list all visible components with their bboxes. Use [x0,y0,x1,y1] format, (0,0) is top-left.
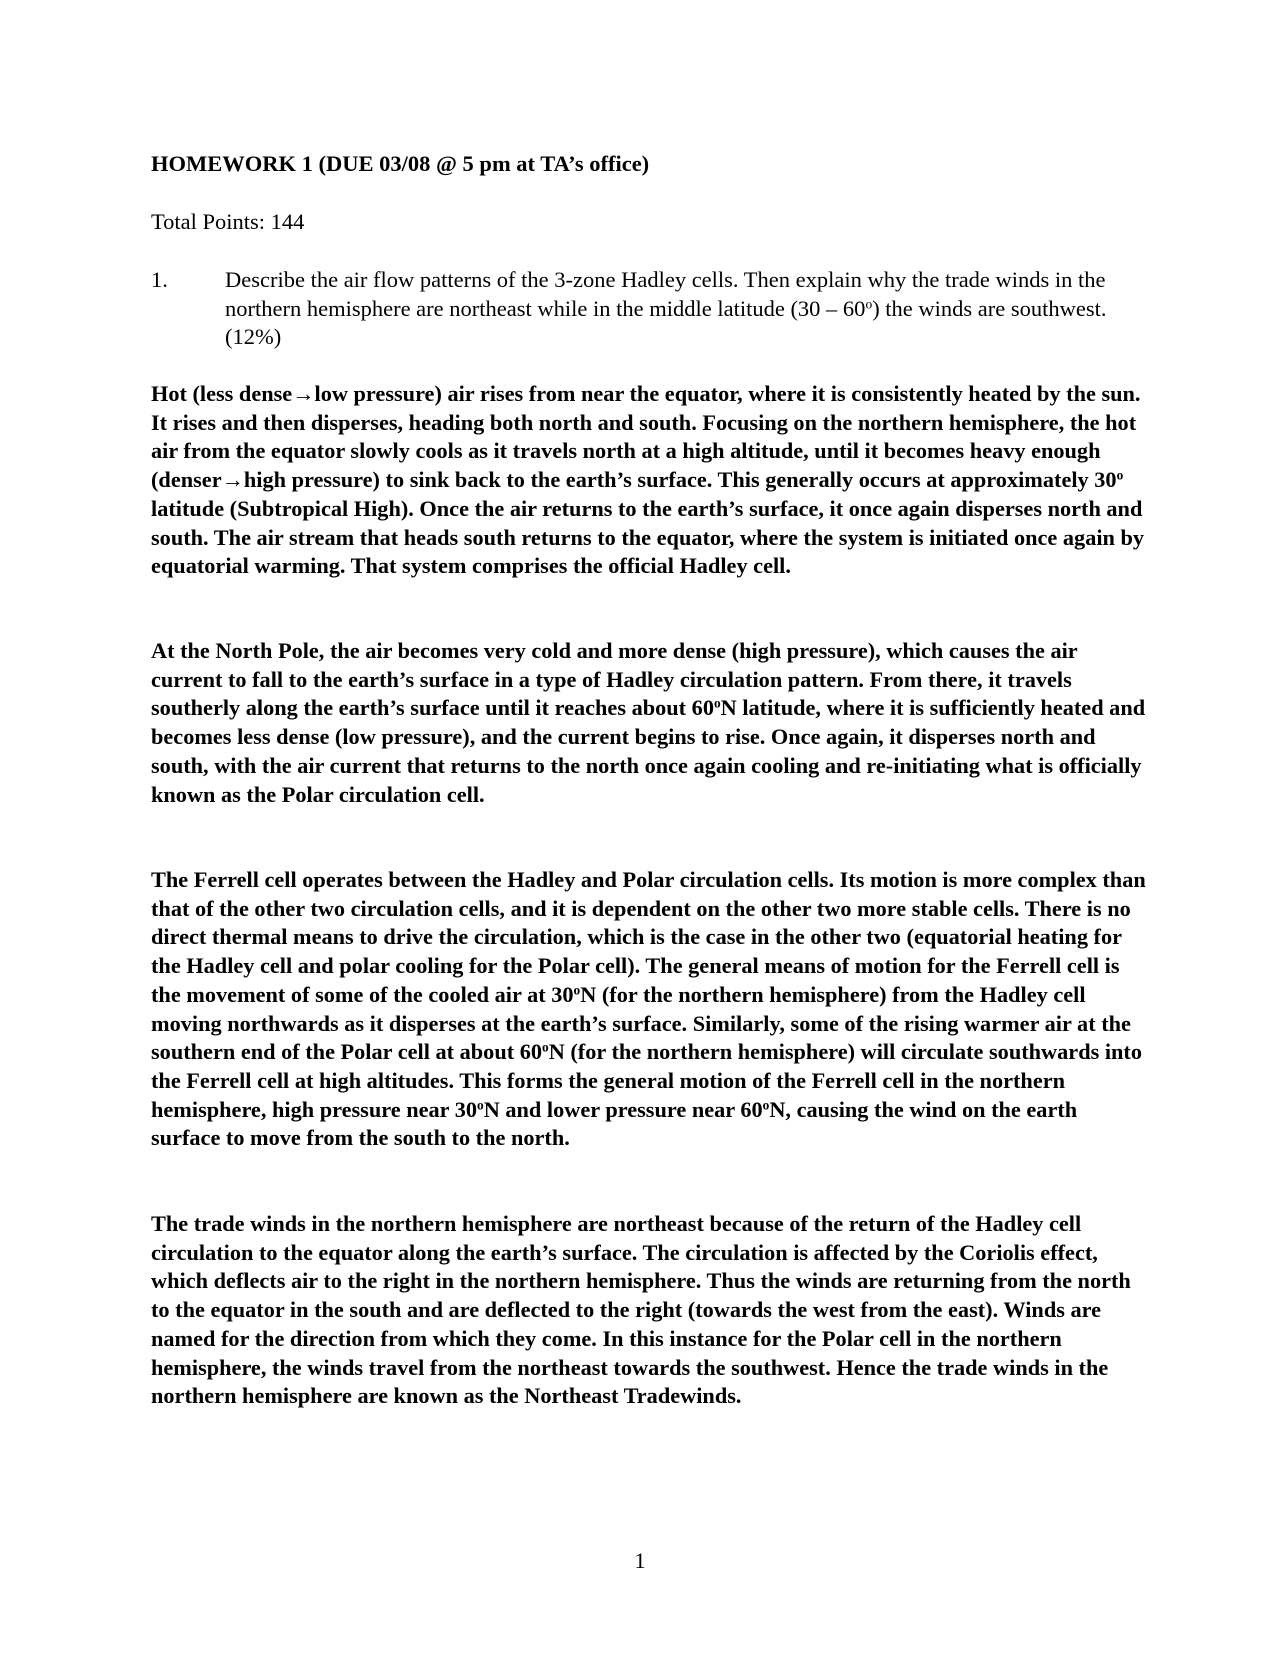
question-number: 1. [151,267,168,292]
page-number: 1 [634,1548,646,1573]
answer-paragraph-tradewinds: The trade winds in the northern hemisphere are northeast because of the return of the Hadley cell circulation to the equator along the earth’s surface. The circulation is affected by the Coriolis effect, which deflects air to the right in the northern hemisphere. Thus the winds are returning from the north to the equator in the south and are deflected to the right (towards the west from the east). Winds are named for the direction from which they come. In this instance for the Polar cell in the northern hemisphere, the winds travel from the northeast towards the southwest. Hence the trade winds in the northern hemisphere are known as the Northeast Tradewinds. [151,1211,1131,1409]
homework-title: HOMEWORK 1 (DUE 03/08 @ 5 pm at TA’s office) [151,151,650,176]
answer-paragraph-hadley: Hot (less dense→low pressure) air rises from near the equator, where it is consistently heated by the sun. It rises and then disperses, heading both north and south. Focusing on the northern hemisphere, the hot air from the equator slowly cools as it travels north at a high altitude, until it becomes heavy enough (denser→high pressure) to sink back to the earth’s surface. This generally occurs at approximately 30$^o$ latitude (Subtropical High). Once the air returns to the earth’s surface, it once again disperses north and south. The air stream that heads south returns to the equator, where the system is initiated once again by equatorial warming. That system comprises the official Hadley cell. [151,381,1145,579]
answer-paragraph-polar: At the North Pole, the air becomes very cold and more dense (high pressure), which causes the air current to fall to the earth’s surface in a type of Hadley circulation pattern. From there, it travels southerly along the earth’s surface until it reaches about 60$^o$N latitude, where it is sufficiently heated and becomes less dense (low pressure), and the current begins to rise. Once again, it disperses north and south, with the air current that returns to the north once again cooling and re-initiating what is officially known as the Polar circulation cell. [151,638,1146,807]
question-1 [151,266,1136,352]
total-points: Total Points: 144 [151,209,305,234]
answer-paragraph-ferrell: The Ferrell cell operates between the Hadley and Polar circulation cells. Its motion is more complex than that of the other two circulation cells, and it is dependent on the other two more stable cells. There is no direct thermal means to drive the circulation, which is the case in the other two (equatorial heating for the Hadley cell and polar cooling for the Polar cell). The general means of motion for the Ferrell cell is the movement of some of the cooled air at 30$^o$N (for the northern hemisphere) from the Hadley cell moving northwards as it disperses at the earth’s surface. Similarly, some of the rising warmer air at the southern end of the Polar cell at about 60$^o$N (for the northern hemisphere) will circulate southwards into the Ferrell cell at high altitudes. This forms the general motion of the Ferrell cell in the northern hemisphere, high pressure near 30$^o$N and lower pressure near 60$^o$N, causing the wind on the earth surface to move from the south to the north. [151,867,1146,1151]
question-text: Describe the air flow patterns of the 3-zone Hadley cells. Then explain why the trade winds in the northern hemisphere are northeast while in the middle latitude (30 – 60$^o$) the winds are southwest. (12%) [225,267,1107,349]
